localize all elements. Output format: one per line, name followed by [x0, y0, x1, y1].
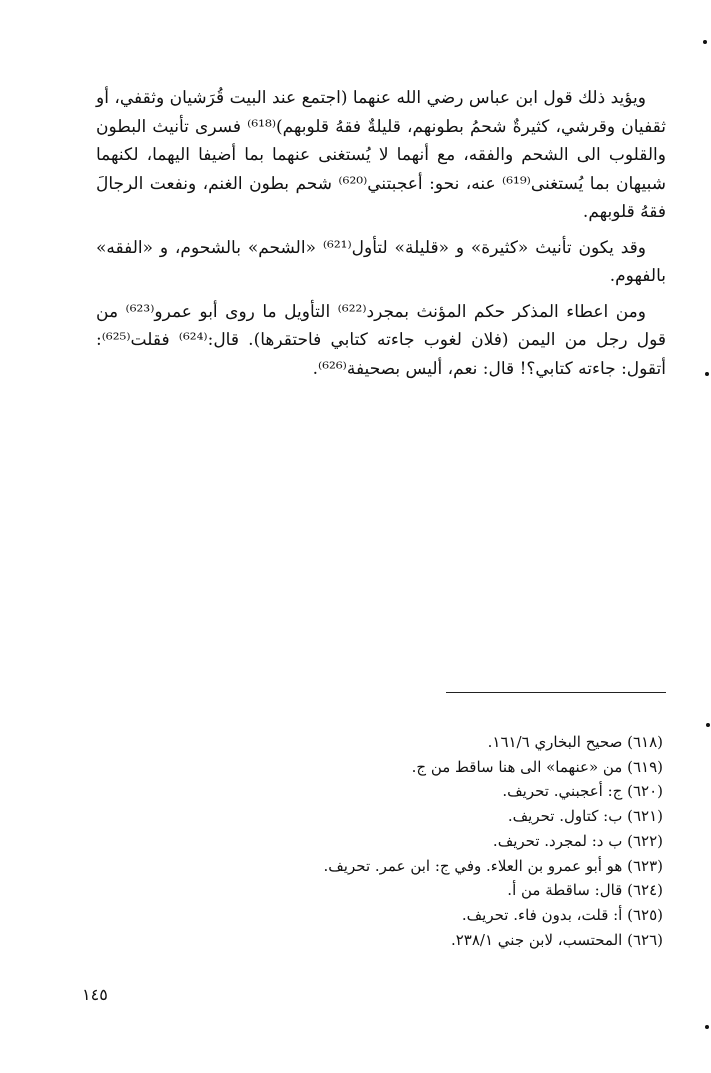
main-text — [96, 84, 666, 390]
footnote-621: (٦٢١) ب: كتاول. تحريف. — [507, 807, 663, 826]
footnote-623: (٦٢٣) هو أبو عمرو بن العلاء. وفي ج: ابن عمر. تحريف. — [323, 856, 663, 875]
footnote-625: (٦٢٥) أ: قلت، بدون فاء. تحريف. — [461, 905, 663, 924]
paragraph-3: ومن اعطاء المذكر حكم المؤنث بمجرد⁽⁶²²⁾ التأويل ما روى أبو عمرو⁽⁶²³⁾ من قول رجل من اليمن (فلان لغوب جاءته كتابي فاحتقرها). قال:⁽⁶²⁴⁾ فقلت⁽⁶²⁵⁾: أتقول: جاءته كتابي؟! قال: نعم، أليس بصحيفة⁽⁶²⁶⁾. — [96, 301, 666, 379]
footnote-624: (٦٢٤) قال: ساقطة من أ. — [507, 881, 663, 900]
paragraph-2: وقد يكون تأنيث «كثيرة» و «قليلة» لتأول⁽⁶²¹⁾ «الشحم» بالشحوم، و «الفقه» بالفهوم. — [96, 237, 666, 286]
margin-dot — [705, 372, 709, 376]
paragraph-1: ويؤيد ذلك قول ابن عباس رضي الله عنهما (اجتمع عند البيت قُرَشيان وثقفي، أو ثقفيان وقرشي، كثيرةٌ شحمُ بطونهم، قليلةٌ فقهُ قلوبهم)⁽⁶¹⁸⁾ فسرى تأنيث البطون والقلوب الى الشحم والفقه، مع أنهما لا يُستغنى عنهما بما أضيفا اليهما، لكنهما شبيهان بما يُستغنى⁽⁶¹⁹⁾ عنه، نحو: أعجبتني⁽⁶²⁰⁾ شحم بطون الغنم، ونفعت الرجالَ فقهُ قلوبهم. — [96, 88, 666, 222]
footnote-620: (٦٢٠) ج: أعجبني. تحريف. — [502, 782, 663, 801]
footnotes — [150, 730, 663, 952]
footnote-626: (٦٢٦) المحتسب، لابن جني ٢٣٨/١. — [450, 930, 663, 949]
margin-dot — [705, 1025, 709, 1029]
footnote-separator — [446, 692, 666, 693]
margin-dot — [703, 40, 707, 44]
footnote-622: (٦٢٢) ب د: لمجرد. تحريف. — [492, 831, 663, 850]
footnote-619: (٦١٩) من «عنهما» الى هنا ساقط من ج. — [411, 757, 663, 776]
page-number: ١٤٥ — [82, 985, 108, 1004]
footnote-618: (٦١٨) صحيح البخاري ١٦١/٦. — [487, 733, 663, 751]
margin-dot — [706, 723, 710, 727]
